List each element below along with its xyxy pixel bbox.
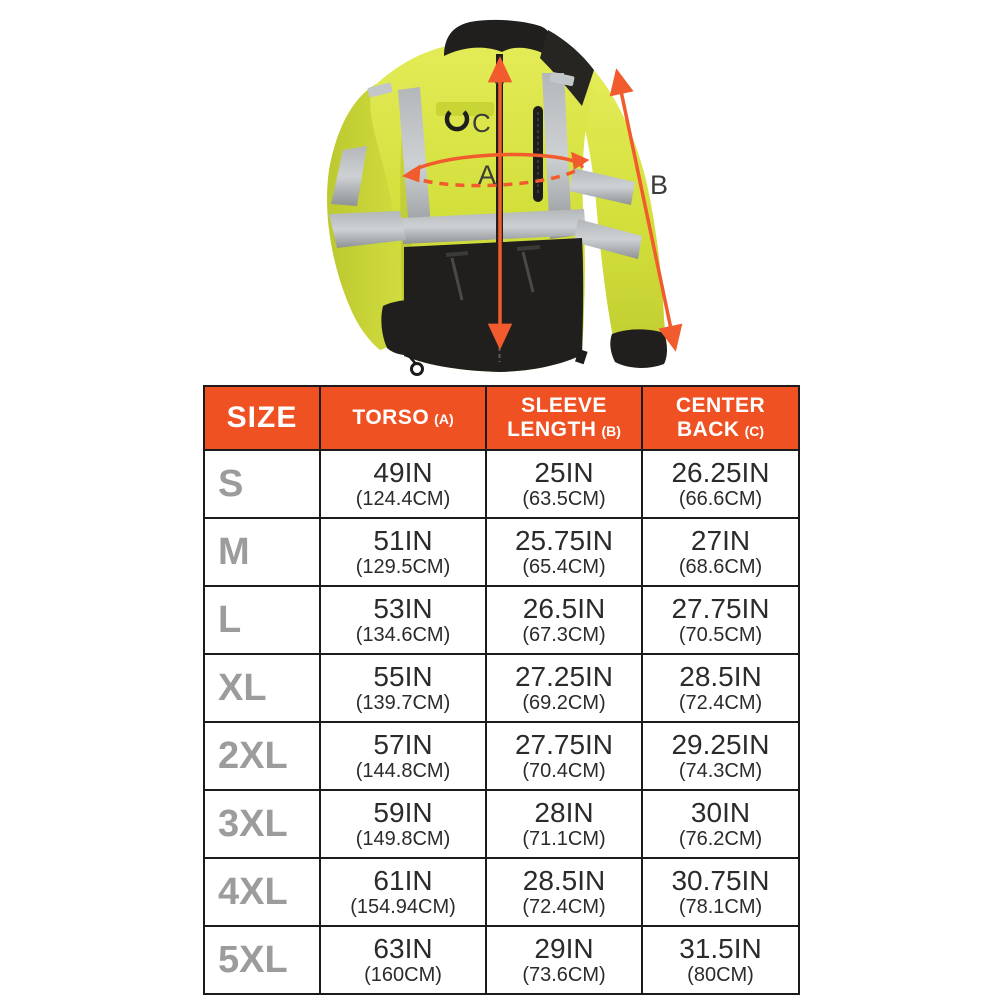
size-label: 4XL xyxy=(205,859,319,925)
sleeve-value: 28IN (71.1CM) xyxy=(487,791,641,857)
torso-value: 53IN (134.6CM) xyxy=(321,587,485,653)
sleeve-value: 27.25IN (69.2CM) xyxy=(487,655,641,721)
size-label: 2XL xyxy=(205,723,319,789)
sleeve-value: 28.5IN (72.4CM) xyxy=(487,859,641,925)
back-value: 27IN (68.6CM) xyxy=(643,519,798,585)
size-label: S xyxy=(205,451,319,517)
sleeve-value: 29IN (73.6CM) xyxy=(487,927,641,993)
label-b: B xyxy=(650,170,669,200)
sleeve-value: 25.75IN (65.4CM) xyxy=(487,519,641,585)
torso-value: 57IN (144.8CM) xyxy=(321,723,485,789)
torso-value: 59IN (149.8CM) xyxy=(321,791,485,857)
header-torso: TORSO (A) xyxy=(321,387,485,449)
torso-value: 51IN (129.5CM) xyxy=(321,519,485,585)
sleeve-value: 25IN (63.5CM) xyxy=(487,451,641,517)
back-value: 31.5IN (80CM) xyxy=(643,927,798,993)
size-label: L xyxy=(205,587,319,653)
label-a: A xyxy=(478,160,497,190)
size-label: 3XL xyxy=(205,791,319,857)
torso-value: 61IN (154.94CM) xyxy=(321,859,485,925)
back-value: 30IN (76.2CM) xyxy=(643,791,798,857)
size-label: 5XL xyxy=(205,927,319,993)
header-center-back: CENTER BACK (C) xyxy=(643,387,798,449)
torso-value: 55IN (139.7CM) xyxy=(321,655,485,721)
torso-value: 49IN (124.4CM) xyxy=(321,451,485,517)
header-size: SIZE xyxy=(205,387,319,449)
back-value: 30.75IN (78.1CM) xyxy=(643,859,798,925)
sleeve-value: 26.5IN (67.3CM) xyxy=(487,587,641,653)
size-label: M xyxy=(205,519,319,585)
jacket-diagram xyxy=(0,0,1000,385)
size-label: XL xyxy=(205,655,319,721)
label-c: C xyxy=(472,108,491,138)
size-table xyxy=(203,385,800,995)
back-value: 29.25IN (74.3CM) xyxy=(643,723,798,789)
back-value: 27.75IN (70.5CM) xyxy=(643,587,798,653)
torso-value: 63IN (160CM) xyxy=(321,927,485,993)
header-sleeve-length: SLEEVE LENGTH (B) xyxy=(487,387,641,449)
sleeve-value: 27.75IN (70.4CM) xyxy=(487,723,641,789)
back-value: 26.25IN (66.6CM) xyxy=(643,451,798,517)
back-value: 28.5IN (72.4CM) xyxy=(643,655,798,721)
